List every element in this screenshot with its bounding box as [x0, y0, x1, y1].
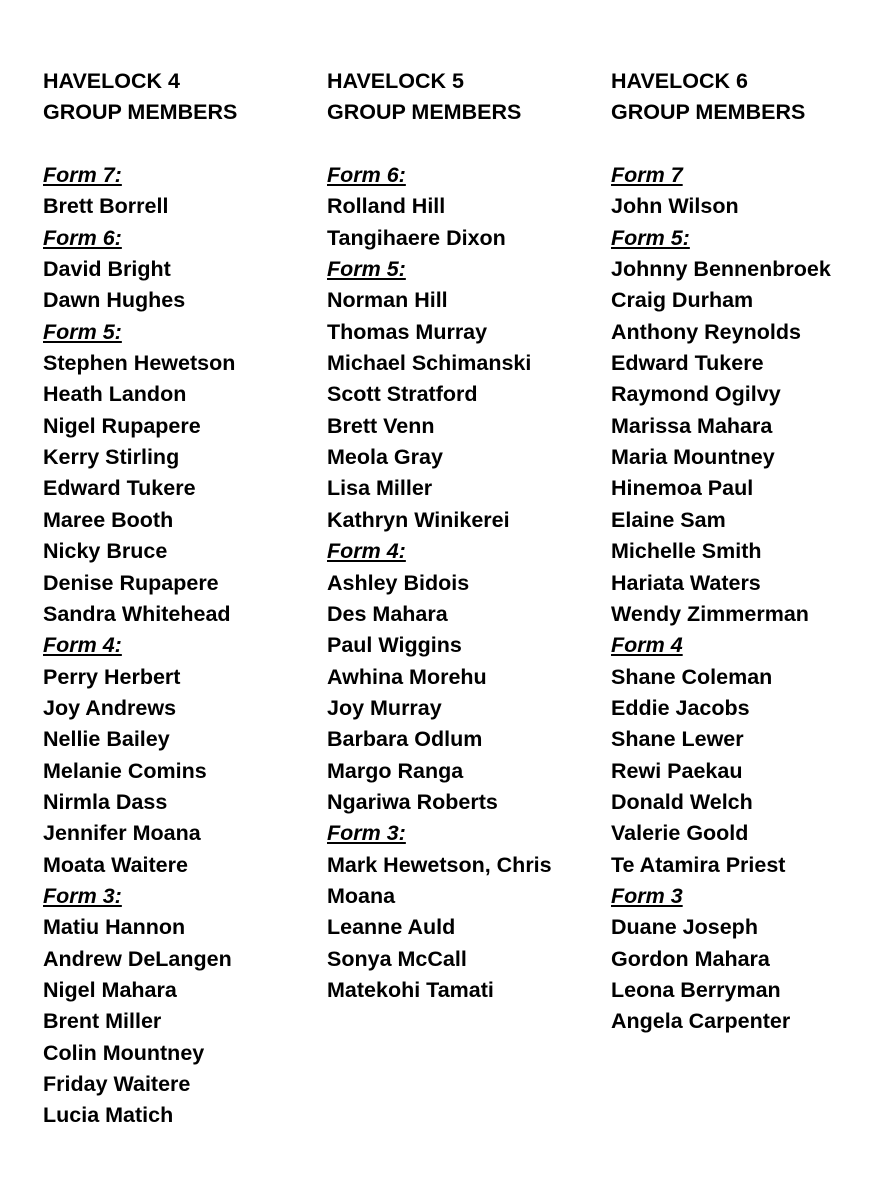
group-subtitle: GROUP MEMBERS — [43, 100, 238, 125]
member-name: John Wilson — [611, 194, 739, 219]
member-name: Brett Venn — [327, 413, 435, 438]
member-name: Eddie Jacobs — [611, 695, 750, 720]
member-name: Dawn Hughes — [43, 288, 186, 313]
member-name: Edward Tukere — [611, 351, 764, 376]
form-heading: Form 5: — [611, 225, 690, 250]
member-name: Kathryn Winikerei — [327, 507, 510, 532]
form-heading: Form 5: — [43, 319, 122, 344]
form-heading: Form 6: — [327, 163, 406, 188]
member-name: Duane Joseph — [611, 915, 758, 940]
form-heading: Form 4 — [611, 633, 683, 658]
member-name: Shane Lewer — [611, 727, 744, 752]
member-name: Johnny Bennenbroek — [611, 257, 831, 282]
member-name: Gordon Mahara — [611, 946, 770, 971]
member-name: Ngariwa Roberts — [327, 789, 498, 814]
member-name: Moana — [327, 883, 396, 908]
member-name: Ashley Bidois — [327, 570, 470, 595]
form-heading: Form 4: — [327, 539, 406, 564]
member-name: Nirmla Dass — [43, 789, 168, 814]
member-name: Kerry Stirling — [43, 445, 180, 470]
member-name: Leona Berryman — [611, 977, 781, 1002]
member-list — [327, 160, 607, 1006]
member-name: Te Atamira Priest — [611, 852, 786, 877]
member-name: Perry Herbert — [43, 664, 181, 689]
form-heading: Form 3: — [327, 821, 406, 846]
form-heading: Form 3 — [611, 883, 683, 908]
heading-spacer — [611, 129, 888, 160]
group-title: HAVELOCK 4 — [43, 69, 180, 93]
member-name: Lucia Matich — [43, 1103, 174, 1128]
member-name: Angela Carpenter — [611, 1009, 791, 1034]
member-name: Scott Stratford — [327, 382, 478, 407]
member-name: Brett Borrell — [43, 194, 169, 219]
member-name: Brent Miller — [43, 1009, 162, 1034]
member-name: Lisa Miller — [327, 476, 433, 501]
member-name: Craig Durham — [611, 288, 754, 313]
member-name: Donald Welch — [611, 789, 753, 814]
form-heading: Form 3: — [43, 883, 122, 908]
member-name: Friday Waitere — [43, 1072, 191, 1096]
member-name: Melanie Comins — [43, 758, 207, 783]
member-name: Matekohi Tamati — [327, 977, 494, 1002]
member-name: Nigel Mahara — [43, 977, 177, 1002]
group-subtitle: GROUP MEMBERS — [611, 100, 806, 125]
form-heading: Form 7: — [43, 163, 122, 188]
member-name: Raymond Ogilvy — [611, 382, 781, 407]
form-heading: Form 6: — [43, 225, 122, 250]
member-name: Hariata Waters — [611, 570, 761, 595]
form-heading: Form 4: — [43, 633, 122, 658]
member-name: Heath Landon — [43, 382, 187, 407]
group-column-havelock-5 — [327, 66, 607, 1006]
member-name: David Bright — [43, 257, 171, 282]
member-name: Des Mahara — [327, 601, 448, 626]
member-name: Stephen Hewetson — [43, 351, 236, 376]
member-name: Michael Schimanski — [327, 351, 532, 376]
member-name: Colin Mountney — [43, 1040, 205, 1065]
member-name: Mark Hewetson, Chris — [327, 852, 552, 877]
member-name: Rolland Hill — [327, 194, 446, 219]
heading-spacer — [327, 129, 607, 160]
member-name: Denise Rupapere — [43, 570, 219, 595]
member-name: Sandra Whitehead — [43, 601, 231, 626]
member-name: Wendy Zimmerman — [611, 601, 809, 626]
member-name: Thomas Murray — [327, 319, 488, 344]
member-name: Marissa Mahara — [611, 413, 773, 438]
member-name: Barbara Odlum — [327, 727, 483, 752]
member-name: Awhina Morehu — [327, 664, 487, 689]
form-heading: Form 7 — [611, 163, 683, 188]
member-name: Maria Mountney — [611, 445, 775, 470]
member-name: Elaine Sam — [611, 507, 726, 532]
member-name: Edward Tukere — [43, 476, 196, 501]
member-name: Matiu Hannon — [43, 915, 186, 940]
member-name: Michelle Smith — [611, 539, 762, 564]
member-name: Valerie Goold — [611, 821, 749, 846]
member-list — [611, 160, 888, 1038]
form-heading: Form 5: — [327, 257, 406, 282]
member-name: Joy Murray — [327, 695, 442, 720]
member-name: Nicky Bruce — [43, 539, 168, 564]
member-name: Moata Waitere — [43, 852, 188, 877]
member-name: Maree Booth — [43, 507, 174, 532]
group-title: HAVELOCK 5 — [327, 69, 464, 93]
member-name: Norman Hill — [327, 288, 448, 313]
member-name: Andrew DeLangen — [43, 946, 232, 971]
member-list — [43, 160, 323, 1132]
member-name: Nigel Rupapere — [43, 413, 201, 438]
group-title: HAVELOCK 6 — [611, 69, 748, 93]
member-name: Jennifer Moana — [43, 821, 201, 846]
member-name: Meola Gray — [327, 445, 443, 470]
member-name: Hinemoa Paul — [611, 476, 754, 501]
member-name: Paul Wiggins — [327, 633, 462, 658]
member-name: Tangihaere Dixon — [327, 225, 506, 250]
member-name: Joy Andrews — [43, 695, 177, 720]
heading-spacer — [43, 129, 323, 160]
member-name: Margo Ranga — [327, 758, 464, 783]
document-page — [0, 66, 888, 1186]
group-subtitle: GROUP MEMBERS — [327, 100, 522, 125]
member-name: Nellie Bailey — [43, 727, 170, 752]
member-name: Shane Coleman — [611, 664, 773, 689]
member-name: Leanne Auld — [327, 915, 456, 940]
member-name: Rewi Paekau — [611, 758, 743, 783]
member-name: Anthony Reynolds — [611, 319, 801, 344]
member-name: Sonya McCall — [327, 946, 467, 971]
group-column-havelock-4 — [43, 66, 323, 1132]
group-column-havelock-6 — [611, 66, 888, 1038]
